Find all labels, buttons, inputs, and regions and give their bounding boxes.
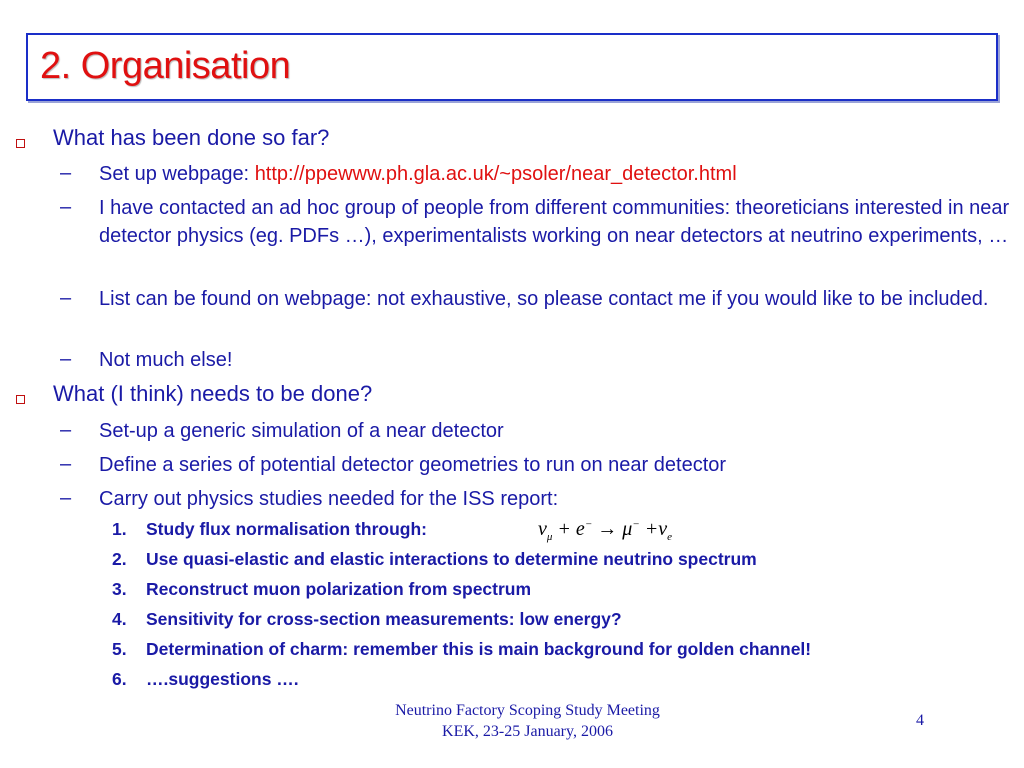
- section-heading: What has been done so far?: [53, 125, 330, 150]
- list-item: [99, 160, 1014, 188]
- page-number: 4: [916, 712, 924, 729]
- numbered-item: Sensitivity for cross-section measurements: low energy?: [146, 609, 622, 629]
- numbered-item: ….suggestions ….: [146, 669, 299, 689]
- numbered-item: Reconstruct muon polarization from spectrum: [146, 579, 532, 599]
- list-item: Carry out physics studies needed for the ISS report:: [99, 488, 559, 510]
- list-number: 2.: [112, 549, 127, 569]
- webpage-link[interactable]: http://ppewww.ph.gla.ac.uk/~psoler/near_detector.html: [254, 163, 737, 185]
- footer-location: KEK, 23-25 January, 2006: [442, 723, 613, 740]
- square-bullet-icon: [16, 395, 25, 404]
- item-text: Set up webpage:: [99, 163, 255, 185]
- dash-icon: –: [60, 348, 72, 370]
- section-heading: What (I think) needs to be done?: [53, 381, 373, 406]
- dash-icon: –: [60, 453, 72, 475]
- list-number: 5.: [112, 639, 127, 659]
- square-bullet-icon: [16, 139, 25, 148]
- reaction-equation: $\nu_\mu + e^- \to \mu^- +\nu_e$: [538, 518, 673, 543]
- list-item: Define a series of potential detector geometries to run on near detector: [99, 454, 727, 476]
- page-title: 2. Organisation: [40, 45, 291, 87]
- list-item: I have contacted an ad hoc group of people from different communities: theoreticians interested in near detector physics (eg. PDFs …), experimentalists working on near detectors at neutrino experiments, …: [99, 197, 1010, 247]
- list-item: Set-up a generic simulation of a near detector: [99, 420, 504, 442]
- dash-icon: –: [60, 287, 72, 309]
- list-number: 6.: [112, 669, 127, 689]
- list-number: 1.: [112, 519, 127, 539]
- dash-icon: –: [60, 196, 72, 218]
- footer-meeting: Neutrino Factory Scoping Study Meeting: [395, 702, 660, 719]
- numbered-item: Determination of charm: remember this is main background for golden channel!: [146, 639, 812, 659]
- footer: [300, 700, 755, 742]
- list-item: Not much else!: [99, 349, 233, 371]
- dash-icon: –: [60, 487, 72, 509]
- numbered-item: Study flux normalisation through:: [146, 519, 427, 539]
- list-number: 4.: [112, 609, 127, 629]
- dash-icon: –: [60, 162, 72, 184]
- dash-icon: –: [60, 419, 72, 441]
- list-number: 3.: [112, 579, 127, 599]
- numbered-item: Use quasi-elastic and elastic interactions to determine neutrino spectrum: [146, 549, 757, 569]
- list-item: List can be found on webpage: not exhaustive, so please contact me if you would like to be included.: [99, 288, 989, 310]
